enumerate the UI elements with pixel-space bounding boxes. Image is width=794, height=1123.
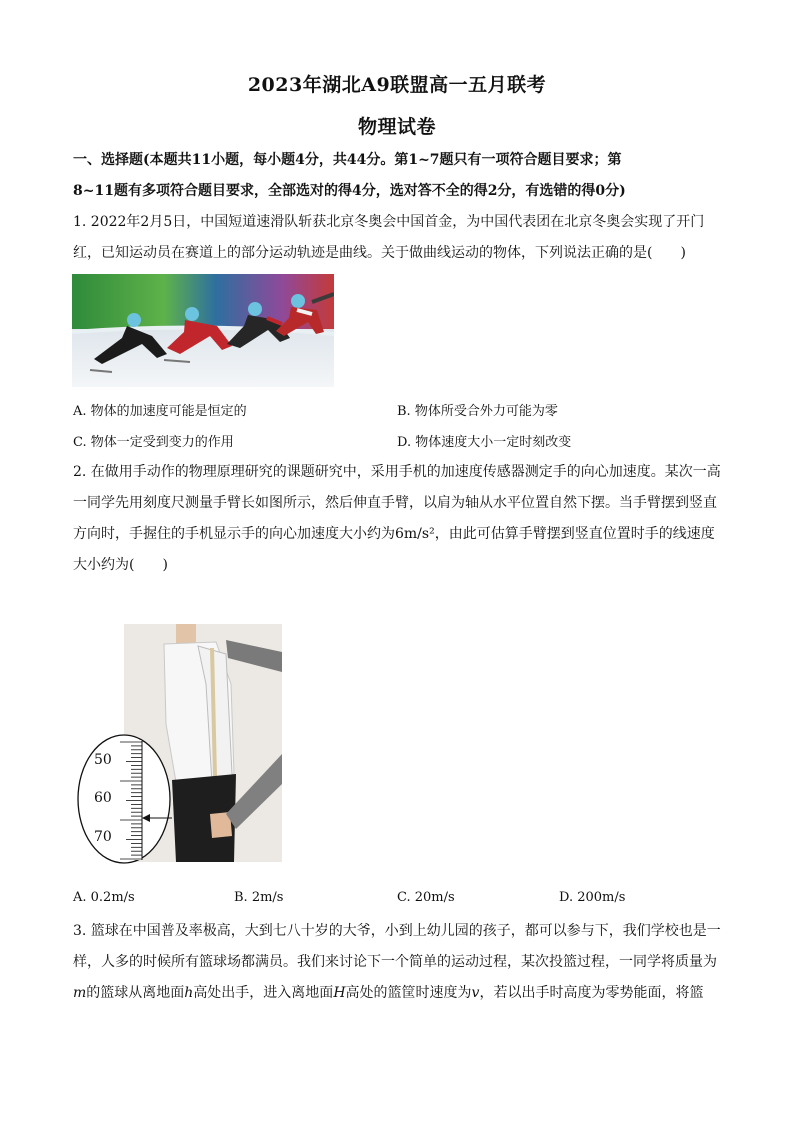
arm-measurement-figure [76,624,282,864]
speed-skating-photo [72,274,334,387]
q1-option-b: B. 物体所受合外力可能为零 [397,404,558,419]
q3-text-b: 高处出手，进入离地面 [193,985,334,1001]
q1-stem-line1: 1. 2022年2月5日，中国短道速滑队斩获北京冬奥会中国首金，为中国代表团在北京冬奥会实现了开门 [73,214,705,230]
var-H: H [333,985,346,1001]
q2-option-a: A. 0.2m/s [73,890,135,905]
ruler-label-60: 60 [94,790,112,806]
var-h: h [184,985,194,1001]
q3-stem-line1: 3. 篮球在中国普及率极高，大到七八十岁的大爷，小到上幼儿园的孩子，都可以参与下，我们学校也是一 [73,923,721,939]
exam-title: 2023年湖北A9联盟高一五月联考 [247,74,547,96]
q3-stem-line2: 样，人多的时候所有篮球场都满员。我们来讨论下一个简单的运动过程，某次投篮过程，一同学将质量为 [73,954,717,970]
q2-stem-line2: 一同学先用刻度尺测量手臂长如图所示，然后伸直手臂，以肩为轴从水平位置自然下摆。当手臂摆到竖直 [73,495,717,511]
q2-stem-line4: 大小约为( ) [73,557,168,573]
section1-instructions-line2: 8~11题有多项符合题目要求，全部选对的得4分，选对答不全的得2分，有选错的得0分) [73,183,626,199]
q2-option-c: C. 20m/s [397,890,455,905]
ruler-label-70: 70 [94,829,112,845]
q1-stem-line2: 红，已知运动员在赛道上的部分运动轨迹是曲线。关于做曲线运动的物体，下列说法正确的是( ) [73,245,686,261]
q2-stem-line1: 2. 在做用手动作的物理原理研究的课题研究中，采用手机的加速度传感器测定手的向心加速度。某次一高 [73,464,721,480]
var-v: v [471,985,480,1001]
q2-option-b: B. 2m/s [234,890,284,905]
q2-stem-line3: 方向时，手握住的手机显示手的向心加速度大小约为6m/s²，由此可估算手臂摆到竖直位置时手的线速度 [73,526,715,542]
q3-text-d: ，若以出手时高度为零势能面，将篮 [479,985,704,1001]
section1-instructions-line1: 一、选择题(本题共11小题，每小题4分，共44分。第1~7题只有一项符合题目要求；第 [73,152,622,168]
subject-title: 物理试卷 [357,116,436,138]
q3-text-c: 高处的篮筐时速度为 [345,985,472,1001]
var-m: m [73,985,87,1001]
q1-option-c: C. 物体一定受到变力的作用 [73,435,234,450]
q2-option-d: D. 200m/s [559,890,626,905]
ruler-label-50: 50 [94,752,112,768]
q1-option-a: A. 物体的加速度可能是恒定的 [73,404,247,419]
q1-option-d: D. 物体速度大小一定时刻改变 [397,435,572,450]
q3-text-a: 的篮球从离地面 [86,985,185,1001]
q3-stem-line3 [73,983,723,1003]
